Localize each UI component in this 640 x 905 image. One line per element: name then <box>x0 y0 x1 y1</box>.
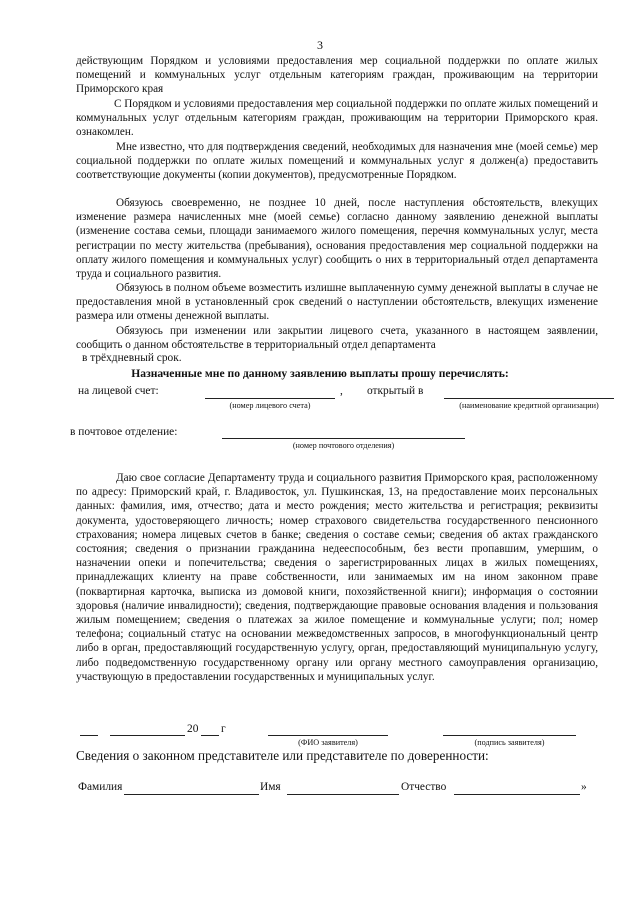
surname-field[interactable] <box>124 794 259 795</box>
account-number-caption: (номер лицевого счета) <box>229 401 311 410</box>
year-prefix: 20 <box>187 723 199 735</box>
closing-quote: » <box>581 781 587 793</box>
paragraph-acquainted: С Порядком и условиями предоставления мер социальной поддержки по оплате жилых помещений и коммунальных услуг отдельным категориям граждан, проживающим на территории Приморского края. ознакомлен. <box>76 98 598 139</box>
applicant-signature-field[interactable] <box>443 735 576 736</box>
paragraph-documents: Мне известно, что для подтверждения сведений, необходимых для назначения мне (моей семье) мер социальной поддержки по оплате жилых помещений и коммунальных услуг я должен(а) предоставить соответствующие документы (копии документов), предусмотренные Порядком. <box>76 141 598 182</box>
account-label: на лицевой счет: <box>78 385 159 397</box>
date-year-field[interactable] <box>201 735 219 736</box>
account-number-field[interactable] <box>205 398 335 399</box>
paragraph-obligation-account: Обязуюсь при изменении или закрытии лицевого счета, указанного в настоящем заявлении, сообщить о данном обстоятельстве в территориальный отдел департамента <box>76 325 598 352</box>
name-label: Имя <box>260 781 281 793</box>
paragraph-procedure: действующим Порядком и условиями предоставления мер социальной поддержки по оплате жилых помещений и коммунальных услуг отдельным категориям граждан, проживающим на территории Приморского края <box>76 55 598 96</box>
year-suffix: г <box>221 723 226 735</box>
credit-org-field[interactable] <box>444 398 614 399</box>
representative-heading: Сведения о законном представителе или представителе по доверенности: <box>76 748 489 763</box>
account-comma: , <box>340 385 343 397</box>
date-month-field[interactable] <box>110 735 185 736</box>
patronymic-field[interactable] <box>454 794 580 795</box>
applicant-fio-caption: (ФИО заявителя) <box>298 738 358 747</box>
date-day-field[interactable] <box>80 735 98 736</box>
surname-label: Фамилия <box>78 781 123 793</box>
paragraph-obligation-refund: Обязуюсь в полном объеме возместить излишне выплаченную сумму денежной выплаты в случае не предоставления мной в установленный срок сведений о наступлении обстоятельств, влекущих изменение размера или отмены денежной выплаты. <box>76 282 598 323</box>
opened-in-label: открытый в <box>367 385 424 397</box>
post-office-label: в почтовое отделение: <box>70 426 178 438</box>
credit-org-caption: (наименование кредитной организации) <box>459 401 599 410</box>
patronymic-label: Отчество <box>401 781 447 793</box>
consent-paragraph: Даю свое согласие Департаменту труда и социального развития Приморского края, расположенному по адресу: Приморский край, г. Владивосток, ул. Пушкинская, 13, на предоставление моих персональных данных: фамилия, имя, отчество; дата и место рождения; место жительства и регистрация; реквизиты документа, удостоверяющего личность; номер страхового свидетельства государственного пенсионного страхования; номера лицевых счетов в банке; сведения о составе семьи; сведения об актах гражданского состояния; сведения о признании гражданина недееспособным, без вести пропавшим, умершим, о назначении опеки и попечительства; сведения о зарегистрированных лицах в жилых помещениях, принадлежащих клиенту на праве собственности, или занимаемых им на ином законном праве (поквартирная карточка, выписка из домовой книги, похозяйственной книги); информация о состоянии здоровья (наличие инвалидности); сведения, подтверждающие правовые основания владения и пользования жилым помещением; сведения о платежах за жилое помещение и коммунальные услуги; пол; номер телефона; социальный статус на основании межведомственных запросов, в многофункциональный центр либо в орган, предоставляющий государственную услугу, орган, предоставляющий муниципальную услугу, либо подведомственную государственному органу или органу местного самоуправления организацию, участвующую в предоставлении государственных и муниципальных услуг. <box>76 472 598 683</box>
name-field[interactable] <box>287 794 399 795</box>
paragraph-three-day-term: в трёхдневный срок. <box>82 352 182 364</box>
paragraph-obligation-notify: Обязуюсь своевременно, не позднее 10 дней, после наступления обстоятельств, влекущих изменение размера начисленных мне (моей семье) согласно данному заявлению денежной выплаты (изменение состава семьи, площади занимаемого жилого помещения, перечня коммунальных услуг, места регистрации по месту жительства (пребывания), основания предоставления мер социальной поддержки на оплату жилого помещения и коммунальных услуг) сообщить о них в территориальный отдел департамента труда и социального развития. <box>76 197 598 281</box>
post-office-caption: (номер почтового отделения) <box>292 441 395 450</box>
applicant-signature-caption: (подпись заявителя) <box>474 738 545 747</box>
payment-heading: Назначенные мне по данному заявлению выплаты прошу перечислять: <box>131 367 509 380</box>
applicant-fio-field[interactable] <box>268 735 388 736</box>
page-number: 3 <box>317 38 323 52</box>
post-office-field[interactable] <box>222 438 465 439</box>
